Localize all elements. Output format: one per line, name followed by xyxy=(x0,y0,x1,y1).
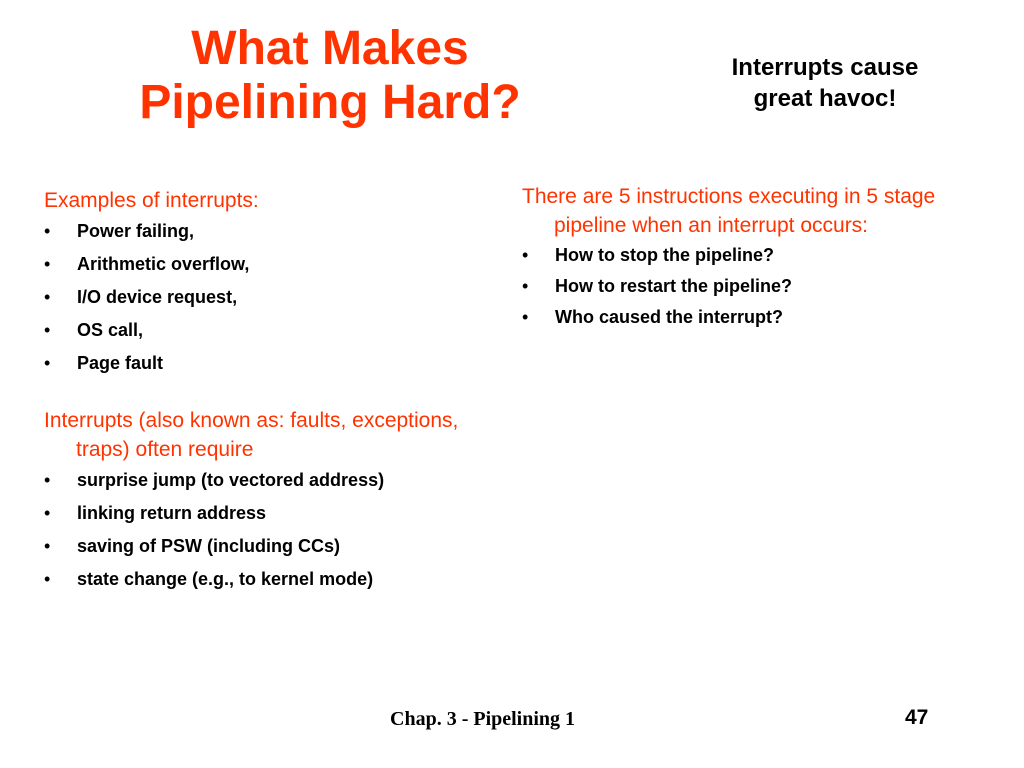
list-item-text: How to restart the pipeline? xyxy=(555,276,793,296)
bullet-icon: • xyxy=(44,353,51,373)
list-item-text: linking return address xyxy=(77,503,267,523)
bullet-icon: • xyxy=(522,307,529,327)
bullet-icon: • xyxy=(44,503,51,523)
pipeline-interrupt-heading: There are 5 instructions executing in 5 stage pipeline when an interrupt occurs: xyxy=(522,185,936,237)
requirements-heading: Interrupts (also known as: faults, exceptions, traps) often require xyxy=(44,409,459,461)
questions-list xyxy=(522,240,962,333)
bullet-icon: • xyxy=(522,245,529,265)
slide-title-line-2: Pipelining Hard? xyxy=(139,76,521,129)
bullet-icon: • xyxy=(44,569,51,589)
requirements-list xyxy=(44,464,494,596)
list-item xyxy=(44,215,494,248)
list-item-text: surprise jump (to vectored address) xyxy=(77,470,385,490)
list-item xyxy=(44,281,494,314)
footer-page-number: 47 xyxy=(905,706,929,729)
list-item xyxy=(44,464,494,497)
right-column xyxy=(522,182,962,333)
bullet-icon: • xyxy=(44,536,51,556)
slide-side-note xyxy=(700,52,950,114)
list-item-text: OS call, xyxy=(77,320,144,340)
side-note-line-2: great havoc! xyxy=(753,85,897,112)
list-item-text: Page fault xyxy=(77,353,164,373)
examples-heading: Examples of interrupts: xyxy=(44,189,259,212)
slide-title-line-1: What Makes xyxy=(191,22,469,75)
list-item-text: Who caused the interrupt? xyxy=(555,307,784,327)
list-item xyxy=(44,347,494,380)
list-item xyxy=(44,314,494,347)
list-item-text: I/O device request, xyxy=(77,287,238,307)
list-item-text: Power failing, xyxy=(77,221,195,241)
list-item-text: Arithmetic overflow, xyxy=(77,254,250,274)
bullet-icon: • xyxy=(44,470,51,490)
list-item xyxy=(522,302,962,333)
left-column xyxy=(44,186,494,596)
bullet-icon: • xyxy=(44,254,51,274)
list-item xyxy=(44,248,494,281)
bullet-icon: • xyxy=(44,287,51,307)
bullet-icon: • xyxy=(44,221,51,241)
list-item xyxy=(44,563,494,596)
bullet-icon: • xyxy=(44,320,51,340)
bullet-icon: • xyxy=(522,276,529,296)
list-item xyxy=(522,271,962,302)
list-item-text: state change (e.g., to kernel mode) xyxy=(77,569,374,589)
list-item-text: saving of PSW (including CCs) xyxy=(77,536,341,556)
list-item xyxy=(44,530,494,563)
footer-chapter-label: Chap. 3 - Pipelining 1 xyxy=(390,708,576,730)
list-item xyxy=(44,497,494,530)
list-item xyxy=(522,240,962,271)
side-note-line-1: Interrupts cause xyxy=(731,54,919,81)
slide-title xyxy=(60,22,600,130)
list-item-text: How to stop the pipeline? xyxy=(555,245,774,265)
examples-list xyxy=(44,215,494,380)
